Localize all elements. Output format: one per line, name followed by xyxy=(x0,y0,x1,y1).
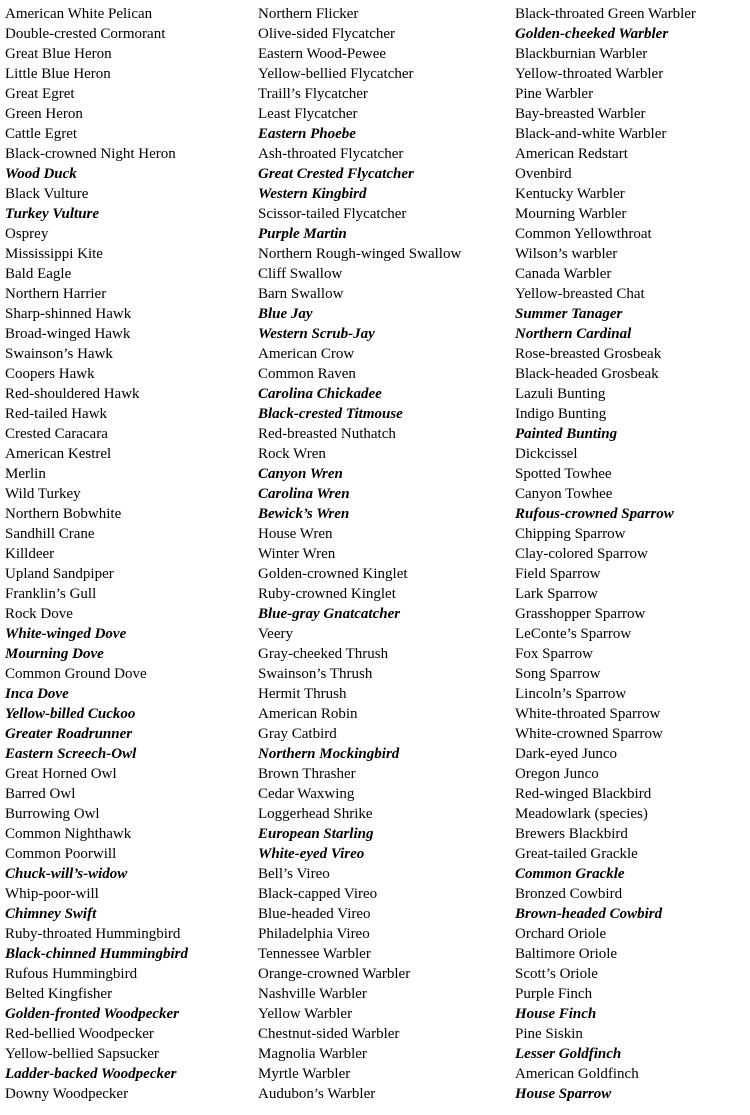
species-name-emphasized: Rufous-crowned Sparrow xyxy=(515,506,674,522)
species-name: Purple Finch xyxy=(515,986,593,1002)
species-name: Yellow-throated Warbler xyxy=(515,66,664,82)
species-name: Crested Caracara xyxy=(5,426,108,442)
species-name: Belted Kingfisher xyxy=(5,986,113,1002)
species-name: Cliff Swallow xyxy=(258,266,343,282)
species-name-emphasized: Black-crested Titmouse xyxy=(258,406,403,422)
species-name: Franklin’s Gull xyxy=(5,586,97,602)
species-name: Barn Swallow xyxy=(258,286,344,302)
species-name-emphasized: Lesser Goldfinch xyxy=(515,1046,622,1062)
species-name: American Crow xyxy=(258,346,355,362)
species-name: Rock Dove xyxy=(5,606,73,622)
species-name: Northern Flicker xyxy=(258,6,359,22)
species-name: Winter Wren xyxy=(258,546,336,562)
species-name: Grasshopper Sparrow xyxy=(515,606,646,622)
species-name: Tennessee Warbler xyxy=(258,946,371,962)
species-name: Wild Turkey xyxy=(5,486,81,502)
species-name-emphasized: Wood Duck xyxy=(5,166,77,182)
species-name: Bald Eagle xyxy=(5,266,72,282)
species-name-emphasized: Blue-gray Gnatcatcher xyxy=(258,606,401,622)
species-name: Chipping Sparrow xyxy=(515,526,626,542)
species-name: Lincoln’s Sparrow xyxy=(515,686,627,702)
species-name: Black Vulture xyxy=(5,186,89,202)
species-name: Green Heron xyxy=(5,106,83,122)
species-name: Ash-throated Flycatcher xyxy=(258,146,404,162)
species-name-emphasized: Northern Cardinal xyxy=(515,326,632,342)
species-name-emphasized: Purple Martin xyxy=(258,226,347,242)
species-name: Nashville Warbler xyxy=(258,986,367,1002)
species-name: Killdeer xyxy=(5,546,55,562)
species-name: Olive-sided Flycatcher xyxy=(258,26,396,42)
species-name: Upland Sandpiper xyxy=(5,566,114,582)
species-name: Baltimore Oriole xyxy=(515,946,618,962)
species-name: Orange-crowned Warbler xyxy=(258,966,411,982)
species-name: Osprey xyxy=(5,226,49,242)
species-name: Ovenbird xyxy=(515,166,572,182)
species-name: Field Sparrow xyxy=(515,566,601,582)
species-name: Great Blue Heron xyxy=(5,46,112,62)
species-name: White-throated Sparrow xyxy=(515,706,661,722)
species-name-emphasized: Great Crested Flycatcher xyxy=(258,166,414,182)
species-name: Mourning Warbler xyxy=(515,206,627,222)
species-name: Sharp-shinned Hawk xyxy=(5,306,132,322)
species-name: Magnolia Warbler xyxy=(258,1046,367,1062)
species-name-emphasized: White-eyed Vireo xyxy=(258,846,365,862)
species-name: Northern Bobwhite xyxy=(5,506,122,522)
species-name: Yellow-breasted Chat xyxy=(515,286,645,302)
species-name: Philadelphia Vireo xyxy=(258,926,370,942)
species-name: Rufous Hummingbird xyxy=(5,966,138,982)
species-name: Common Raven xyxy=(258,366,356,382)
species-name-emphasized: Golden-cheeked Warbler xyxy=(515,26,669,42)
species-name: Sandhill Crane xyxy=(5,526,95,542)
species-name: Common Ground Dove xyxy=(5,666,147,682)
species-name: Gray-cheeked Thrush xyxy=(258,646,389,662)
species-name: Dickcissel xyxy=(515,446,578,462)
species-name: American Redstart xyxy=(515,146,628,162)
species-column-2 xyxy=(258,4,510,1104)
species-name: Dark-eyed Junco xyxy=(515,746,618,762)
species-name-emphasized: Summer Tanager xyxy=(515,306,623,322)
species-name: Least Flycatcher xyxy=(258,106,358,122)
species-name: Blackburnian Warbler xyxy=(515,46,648,62)
species-name: Canada Warbler xyxy=(515,266,612,282)
bird-checklist xyxy=(0,4,750,1112)
species-name-emphasized: Carolina Chickadee xyxy=(258,386,382,402)
species-name-emphasized: Carolina Wren xyxy=(258,486,350,502)
species-name: Mississippi Kite xyxy=(5,246,103,262)
species-name: Yellow-bellied Flycatcher xyxy=(258,66,414,82)
species-name: Red-winged Blackbird xyxy=(515,786,652,802)
species-name: Merlin xyxy=(5,466,46,482)
species-name-emphasized: Bewick’s Wren xyxy=(258,506,350,522)
species-name: Golden-crowned Kinglet xyxy=(258,566,408,582)
species-name: Bay-breasted Warbler xyxy=(515,106,646,122)
species-name: Northern Harrier xyxy=(5,286,107,302)
species-name-emphasized: Greater Roadrunner xyxy=(5,726,133,742)
species-column-1 xyxy=(5,4,250,1104)
species-name: Pine Warbler xyxy=(515,86,594,102)
species-name-emphasized: Painted Bunting xyxy=(515,426,618,442)
species-name-emphasized: Yellow-billed Cuckoo xyxy=(5,706,136,722)
species-name-emphasized: Golden-fronted Woodpecker xyxy=(5,1006,180,1022)
species-name: Black-headed Grosbeak xyxy=(515,366,659,382)
species-name-emphasized: Common Grackle xyxy=(515,866,625,882)
species-name: LeConte’s Sparrow xyxy=(515,626,632,642)
species-name-emphasized: European Starling xyxy=(258,826,374,842)
species-name: Scott’s Oriole xyxy=(515,966,598,982)
species-name: Canyon Towhee xyxy=(515,486,613,502)
species-name: Veery xyxy=(258,626,293,642)
species-name: Whip-poor-will xyxy=(5,886,99,902)
species-name: Downy Woodpecker xyxy=(5,1086,129,1102)
species-name: Bronzed Cowbird xyxy=(515,886,623,902)
species-name: Yellow-bellied Sapsucker xyxy=(5,1046,159,1062)
species-name: American White Pelican xyxy=(5,6,153,22)
species-name: American Goldfinch xyxy=(515,1066,639,1082)
species-name: American Robin xyxy=(258,706,358,722)
species-name: Northern Rough-winged Swallow xyxy=(258,246,462,262)
species-name: Chestnut-sided Warbler xyxy=(258,1026,400,1042)
species-name: Great Egret xyxy=(5,86,75,102)
species-name: House Wren xyxy=(258,526,333,542)
species-name: Great-tailed Grackle xyxy=(515,846,638,862)
species-name-emphasized: Eastern Phoebe xyxy=(258,126,356,142)
species-name: Black-crowned Night Heron xyxy=(5,146,176,162)
species-name: Kentucky Warbler xyxy=(515,186,625,202)
species-name: Orchard Oriole xyxy=(515,926,607,942)
species-name-emphasized: Inca Dove xyxy=(5,686,69,702)
species-name: Scissor-tailed Flycatcher xyxy=(258,206,407,222)
species-name: Red-tailed Hawk xyxy=(5,406,108,422)
species-name-emphasized: Chimney Swift xyxy=(5,906,97,922)
species-name: Indigo Bunting xyxy=(515,406,607,422)
species-name: Common Nighthawk xyxy=(5,826,132,842)
species-name: Swainson’s Thrush xyxy=(258,666,373,682)
species-name: Ruby-crowned Kinglet xyxy=(258,586,396,602)
species-name: Meadowlark (species) xyxy=(515,806,648,822)
species-name-emphasized: Western Kingbird xyxy=(258,186,367,202)
species-name: Eastern Wood-Pewee xyxy=(258,46,387,62)
species-name-emphasized: House Sparrow xyxy=(515,1086,612,1102)
species-name: Red-breasted Nuthatch xyxy=(258,426,396,442)
species-name: Oregon Junco xyxy=(515,766,599,782)
species-name-emphasized: Black-chinned Hummingbird xyxy=(5,946,188,962)
species-name: Wilson’s warbler xyxy=(515,246,618,262)
species-name: Little Blue Heron xyxy=(5,66,111,82)
species-name: Great Horned Owl xyxy=(5,766,117,782)
species-name: Gray Catbird xyxy=(258,726,337,742)
species-name-emphasized: Ladder-backed Woodpecker xyxy=(5,1066,177,1082)
species-name-emphasized: Mourning Dove xyxy=(5,646,104,662)
species-name-emphasized: White-winged Dove xyxy=(5,626,127,642)
species-name: Pine Siskin xyxy=(515,1026,583,1042)
species-name-emphasized: Brown-headed Cowbird xyxy=(515,906,663,922)
species-name: Song Sparrow xyxy=(515,666,601,682)
species-name: Double-crested Cormorant xyxy=(5,26,166,42)
species-name: Brewers Blackbird xyxy=(515,826,628,842)
species-name: Lark Sparrow xyxy=(515,586,598,602)
species-name: Myrtle Warbler xyxy=(258,1066,351,1082)
species-name: Yellow Warbler xyxy=(258,1006,353,1022)
species-name-emphasized: Blue Jay xyxy=(258,306,313,322)
species-name: Cattle Egret xyxy=(5,126,78,142)
species-name: Black-and-white Warbler xyxy=(515,126,667,142)
species-name: American Kestrel xyxy=(5,446,112,462)
species-name: Common Yellowthroat xyxy=(515,226,652,242)
species-name-emphasized: House Finch xyxy=(515,1006,597,1022)
species-name: Loggerhead Shrike xyxy=(258,806,373,822)
species-name: Audubon’s Warbler xyxy=(258,1086,376,1102)
species-column-3 xyxy=(515,4,747,1104)
species-name: White-crowned Sparrow xyxy=(515,726,663,742)
species-name: Coopers Hawk xyxy=(5,366,95,382)
species-name: Blue-headed Vireo xyxy=(258,906,371,922)
species-name: Black-throated Green Warbler xyxy=(515,6,696,22)
species-name: Rose-breasted Grosbeak xyxy=(515,346,662,362)
species-name: Traill’s Flycatcher xyxy=(258,86,368,102)
species-name: Burrowing Owl xyxy=(5,806,100,822)
species-name: Clay-colored Sparrow xyxy=(515,546,648,562)
species-name: Common Poorwill xyxy=(5,846,117,862)
species-name: Spotted Towhee xyxy=(515,466,612,482)
species-name: Black-capped Vireo xyxy=(258,886,378,902)
species-name: Red-bellied Woodpecker xyxy=(5,1026,154,1042)
species-name: Cedar Waxwing xyxy=(258,786,355,802)
species-name-emphasized: Turkey Vulture xyxy=(5,206,100,222)
species-name: Ruby-throated Hummingbird xyxy=(5,926,181,942)
species-name-emphasized: Northern Mockingbird xyxy=(258,746,400,762)
species-name: Barred Owl xyxy=(5,786,76,802)
species-name: Fox Sparrow xyxy=(515,646,593,662)
species-name: Red-shouldered Hawk xyxy=(5,386,140,402)
species-name-emphasized: Canyon Wren xyxy=(258,466,343,482)
species-name: Lazuli Bunting xyxy=(515,386,606,402)
species-name: Broad-winged Hawk xyxy=(5,326,131,342)
species-name: Rock Wren xyxy=(258,446,326,462)
species-name: Brown Thrasher xyxy=(258,766,356,782)
species-name-emphasized: Eastern Screech-Owl xyxy=(5,746,137,762)
species-name-emphasized: Western Scrub-Jay xyxy=(258,326,375,342)
species-name: Swainson’s Hawk xyxy=(5,346,113,362)
species-name: Hermit Thrush xyxy=(258,686,347,702)
species-name: Bell’s Vireo xyxy=(258,866,330,882)
species-name-emphasized: Chuck-will’s-widow xyxy=(5,866,128,882)
